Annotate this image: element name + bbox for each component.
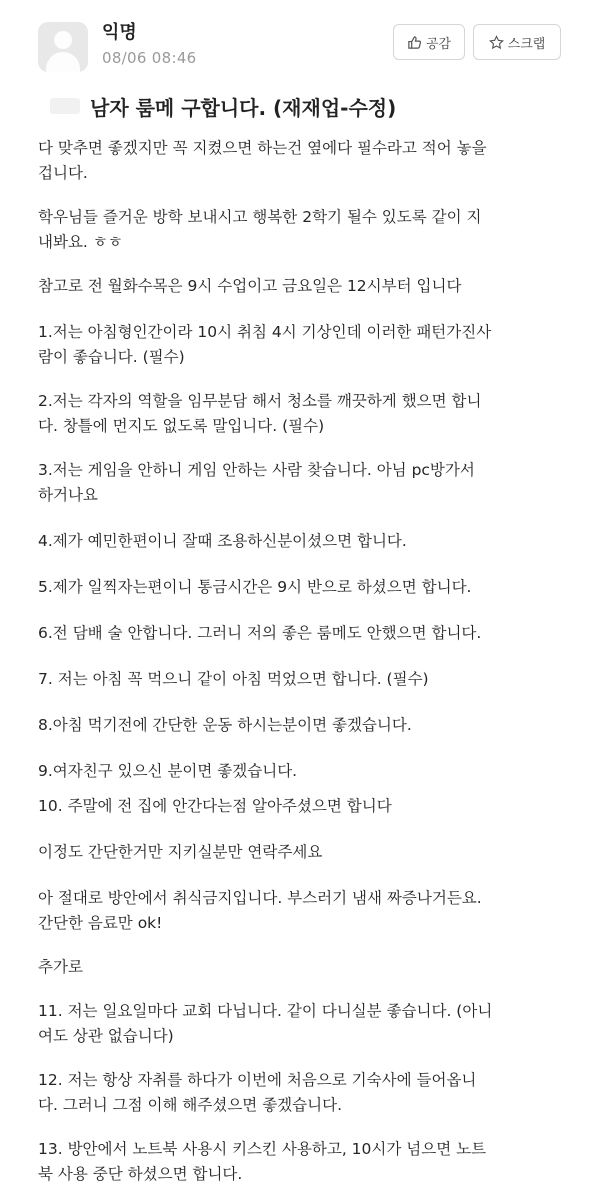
post-paragraph: 4.제가 예민한편이니 잘때 조용하신분이셨으면 합니다. [38, 532, 407, 550]
post-header [0, 0, 600, 80]
title-smudge [50, 98, 80, 114]
post-paragraph: 이정도 간단한거만 지키실분만 연락주세요 [38, 843, 323, 861]
post-paragraph: 8.아침 먹기전에 간단한 운동 하시는분이면 좋겠습니다. [38, 716, 412, 734]
star-icon [489, 35, 504, 50]
avatar-head-shape [54, 31, 72, 49]
scrap-button[interactable] [473, 24, 561, 60]
post-paragraph: 13. 방안에서 노트북 사용시 키스킨 사용하고, 10시가 넘으면 노트 북 사용 중단 하셨으면 합니다. [38, 1140, 487, 1183]
post-title: 남자 룸메 구합니다. (재재업-수정) [90, 96, 397, 120]
post-paragraph: 다 맞추면 좋겠지만 꼭 지켰으면 하는건 옆에다 필수라고 적어 놓을 겁니다. [38, 139, 487, 182]
author-name: 익명 [102, 22, 137, 43]
post-paragraph: 12. 저는 항상 자취를 하다가 이번에 처음으로 기숙사에 들어옵니 다. 그러니 그점 이해 해주셨으면 좋겠습니다. [38, 1071, 477, 1114]
post-time: 08/06 08:46 [102, 49, 197, 67]
post-paragraph: 3.저는 게임을 안하니 게임 안하는 사람 찾습니다. 아님 pc방가서 하거나요 [38, 461, 475, 504]
post-paragraph: 참고로 전 월화수목은 9시 수업이고 금요일은 12시부터 입니다 [38, 277, 462, 295]
post-paragraph: 아 절대로 방안에서 취식금지입니다. 부스러기 냄새 짜증나거든요. 간단한 음료만 ok! [38, 889, 482, 932]
like-label: 공감 [425, 36, 452, 52]
thumbs-up-icon [407, 35, 422, 50]
post-body [38, 136, 566, 1187]
post-paragraph: 2.저는 각자의 역할을 임무분담 해서 청소를 깨끗하게 했으면 합니 다. 창틀에 먼지도 없도록 말입니다. (필수) [38, 392, 482, 435]
like-button[interactable] [393, 24, 465, 60]
scrap-label: 스크랩 [507, 36, 546, 52]
post-paragraph: 추가로 [38, 958, 83, 976]
post-paragraph: 7. 저는 아침 꼭 먹으니 같이 아침 먹었으면 합니다. (필수) [38, 670, 429, 688]
post-paragraph: 1.저는 아침형인간이라 10시 취침 4시 기상인데 이러한 패턴가진사 람이 좋습니다. (필수) [38, 323, 492, 366]
post-paragraph: 학우님들 즐거운 방학 보내시고 행복한 2학기 될수 있도록 같이 지 내봐요. ㅎㅎ [38, 208, 482, 251]
post-paragraph: 11. 저는 일요일마다 교회 다닙니다. 같이 다니실분 좋습니다. (아니 여도 상관 없습니다) [38, 1002, 493, 1045]
post-paragraph: 6.전 담배 술 안합니다. 그러니 저의 좋은 룸메도 안했으면 합니다. [38, 624, 482, 642]
post-paragraph: 10. 주말에 전 집에 안간다는점 알아주셨으면 합니다 [38, 797, 392, 815]
avatar-body-shape [46, 52, 80, 72]
post-paragraph: 5.제가 일찍자는편이니 통금시간은 9시 반으로 하셨으면 합니다. [38, 578, 472, 596]
avatar [38, 22, 88, 72]
post-paragraph: 9.여자친구 있으신 분이면 좋겠습니다. [38, 762, 298, 780]
